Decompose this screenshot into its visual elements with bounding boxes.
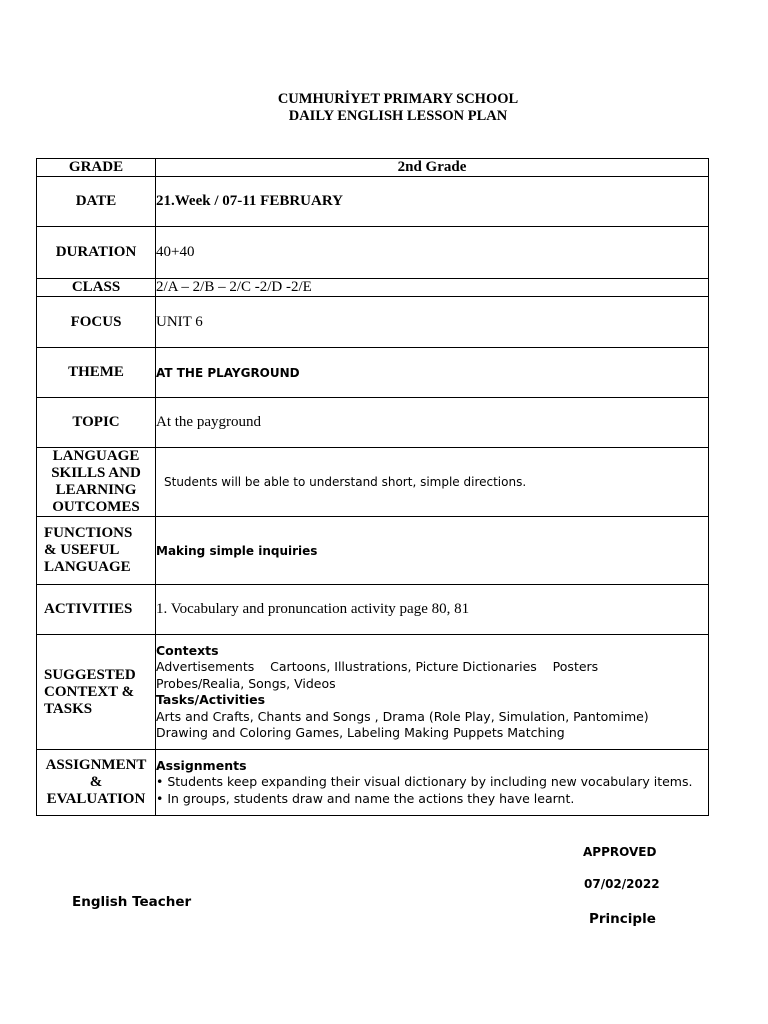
teacher-signature-label: English Teacher (72, 894, 192, 910)
assignment-line: • Students keep expanding their visual dictionary by including new vocabulary items. (156, 774, 693, 790)
row-duration (37, 227, 709, 279)
row-theme (37, 348, 709, 398)
theme-label: THEME (37, 348, 156, 398)
row-suggested (37, 635, 709, 750)
functions-label (37, 517, 156, 585)
suggested-label-line: CONTEXT & (44, 683, 135, 700)
contexts-line: Advertisements Cartoons, Illustrations, Picture Dictionaries Posters (156, 659, 599, 674)
grade-label: GRADE (37, 159, 156, 177)
school-name: CUMHURİYET PRIMARY SCHOOL (277, 91, 519, 107)
row-grade (37, 159, 709, 177)
row-functions (37, 517, 709, 585)
functions-label-line: FUNCTIONS (44, 525, 133, 541)
tasks-line: Arts and Crafts, Chants and Songs , Drama (Role Play, Simulation, Pantomime) (156, 708, 649, 724)
assignment-label-line: & (89, 774, 103, 790)
topic-label: TOPIC (37, 398, 156, 448)
suggested-label-line: SUGGESTED (44, 666, 136, 683)
skills-label-line: OUTCOMES (52, 499, 140, 515)
theme-value: AT THE PLAYGROUND (156, 348, 709, 398)
assignment-label-line: EVALUATION (46, 791, 146, 807)
skills-label-line: LEARNING (55, 482, 137, 498)
lesson-plan-table (36, 158, 709, 816)
suggested-label-line: TASKS (44, 700, 93, 717)
row-class (37, 279, 709, 297)
suggested-label (37, 635, 156, 750)
assignment-line: • In groups, students draw and name the actions they have learnt. (156, 790, 575, 806)
skills-label-line: SKILLS AND (51, 465, 141, 481)
assignment-label-line: ASSIGNMENT (45, 757, 147, 773)
assignment-label (37, 750, 156, 816)
class-label: CLASS (37, 279, 156, 297)
topic-value: At the payground (156, 398, 709, 448)
skills-label (37, 448, 156, 517)
lesson-plan-title: DAILY ENGLISH LESSON PLAN (288, 108, 508, 124)
suggested-value (156, 635, 709, 750)
activities-value: 1. Vocabulary and pronuncation activity page 80, 81 (156, 585, 709, 635)
contexts-line: Probes/Realia, Songs, Videos (156, 675, 336, 691)
tasks-heading: Tasks/Activities (156, 692, 266, 707)
skills-label-line: LANGUAGE (52, 448, 140, 464)
skills-value: Students will be able to understand short, simple directions. (156, 448, 709, 517)
duration-value: 40+40 (156, 227, 709, 279)
functions-value: Making simple inquiries (156, 517, 709, 585)
approved-label: APPROVED (583, 845, 657, 859)
duration-label: DURATION (37, 227, 156, 279)
row-skills (37, 448, 709, 517)
row-assignment (37, 750, 709, 816)
date-label: DATE (37, 177, 156, 227)
date-value: 21.Week / 07-11 FEBRUARY (156, 177, 709, 227)
tasks-line: Drawing and Coloring Games, Labeling Making Puppets Matching (156, 725, 565, 740)
functions-label-line: & USEFUL (44, 542, 120, 558)
assignments-heading: Assignments (156, 757, 247, 773)
activities-label: ACTIVITIES (37, 585, 156, 635)
class-value: 2/A – 2/B – 2/C -2/D -2/E (156, 279, 709, 297)
functions-label-line: LANGUAGE (44, 559, 131, 575)
approved-date: 07/02/2022 (584, 877, 660, 891)
assignment-value (156, 750, 709, 816)
row-focus (37, 297, 709, 348)
row-topic (37, 398, 709, 448)
row-date (37, 177, 709, 227)
focus-value: UNIT 6 (156, 297, 709, 348)
contexts-heading: Contexts (156, 642, 219, 658)
principle-signature-label: Principle (589, 911, 656, 927)
focus-label: FOCUS (37, 297, 156, 348)
row-activities (37, 585, 709, 635)
grade-value: 2nd Grade (156, 159, 709, 177)
